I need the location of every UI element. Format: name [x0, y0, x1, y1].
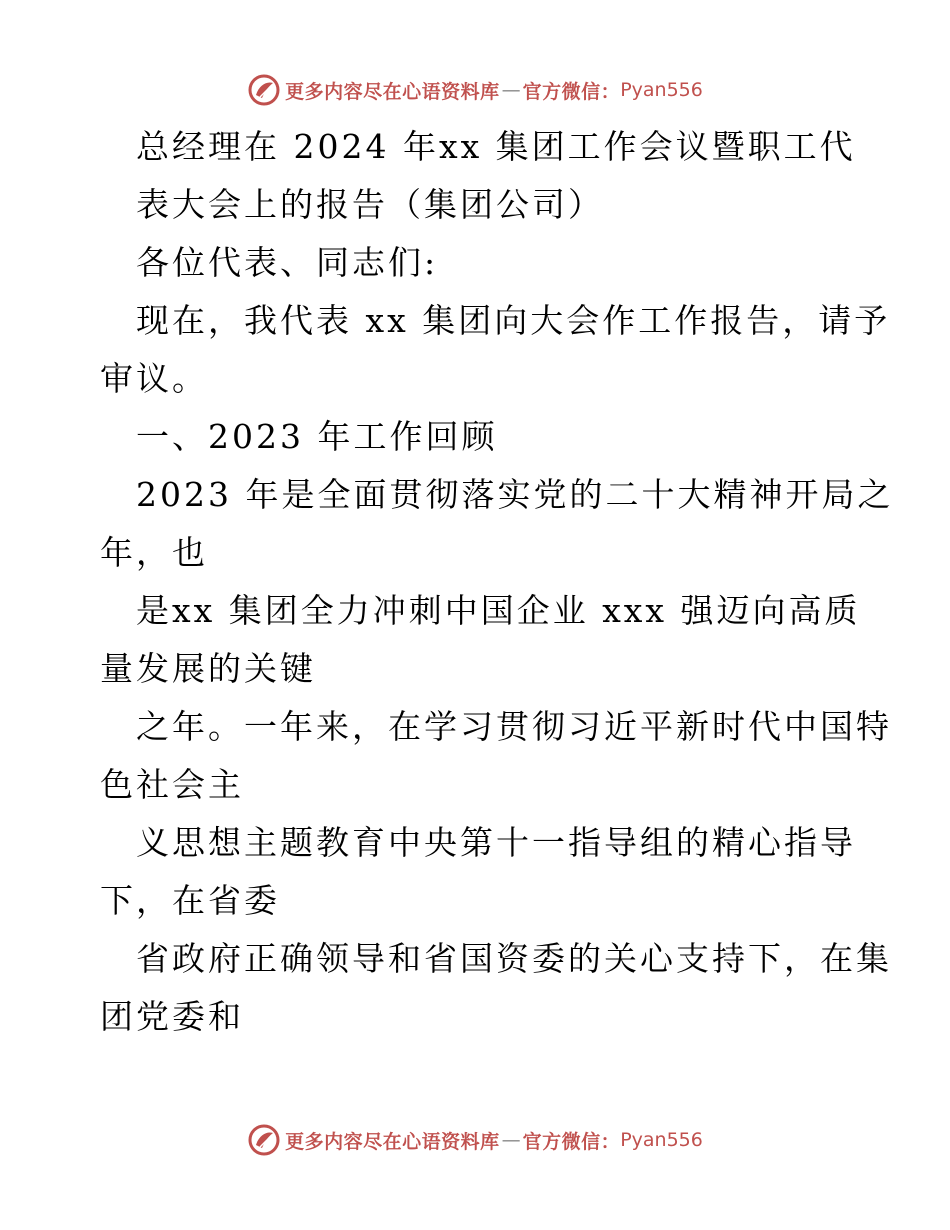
- doc-line: 省政府正确领导和省国资委的关心支持下，在集: [136, 939, 892, 978]
- watermark-account-label: 官方微信：: [522, 80, 621, 103]
- footer-watermark: [0, 1120, 950, 1160]
- doc-line: 团党委和: [100, 997, 244, 1036]
- document-body: [100, 118, 894, 1046]
- watermark-account: Pyan556: [620, 1129, 703, 1151]
- doc-line: 义思想主题教育中央第十一指导组的精心指导: [136, 823, 856, 862]
- doc-line: 各位代表、同志们:: [136, 243, 439, 282]
- header-watermark: [0, 70, 950, 110]
- doc-line: 下，在省委: [100, 881, 280, 920]
- doc-line: 色社会主: [100, 765, 244, 804]
- doc-line: 是xx 集团全力冲刺中国企业 xxx 强迈向高质: [136, 591, 861, 630]
- doc-line: 2023 年是全面贯彻落实党的二十大精神开局之: [136, 475, 894, 514]
- brand-logo-icon: [247, 1123, 281, 1157]
- watermark-separator: —: [501, 79, 521, 101]
- doc-line: 表大会上的报告（集团公司）: [136, 185, 604, 224]
- watermark-text: 更多内容尽在心语资料库: [285, 80, 500, 103]
- doc-line: 现在，我代表 xx 集团向大会作工作报告，请予: [136, 301, 891, 340]
- brand-logo-icon: [247, 73, 281, 107]
- doc-line: 之年。一年来，在学习贯彻习近平新时代中国特: [136, 707, 892, 746]
- watermark-text: 更多内容尽在心语资料库: [285, 1130, 500, 1153]
- doc-line: 审议。: [100, 359, 208, 398]
- doc-line: 总经理在 2024 年xx 集团工作会议暨职工代: [136, 127, 856, 166]
- doc-line: 量发展的关键: [100, 649, 316, 688]
- watermark-account: Pyan556: [620, 79, 703, 101]
- watermark-account-label: 官方微信：: [522, 1130, 621, 1153]
- doc-line: 年，也: [100, 533, 208, 572]
- doc-line: 一、2023 年工作回顾: [136, 417, 498, 456]
- watermark-separator: —: [501, 1129, 521, 1151]
